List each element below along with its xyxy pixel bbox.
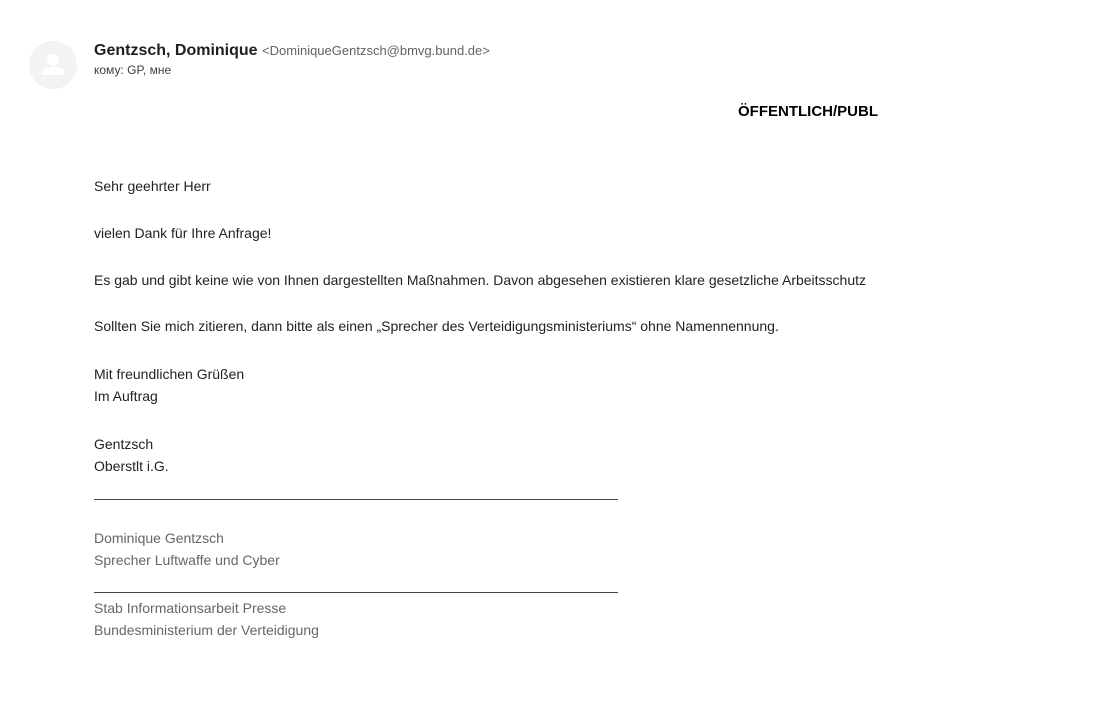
- signature-department: Stab Informationsarbeit Presse: [94, 600, 287, 616]
- sign-rank: Oberstlt i.G.: [94, 458, 169, 474]
- thanks-text: vielen Dank für Ihre Anfrage!: [94, 225, 272, 241]
- closing-on-behalf: Im Auftrag: [94, 388, 158, 404]
- closing-greeting: Mit freundlichen Grüßen: [94, 366, 245, 382]
- signature-divider-bottom: [94, 592, 618, 593]
- sign-block: [94, 433, 169, 477]
- quote-request-text: Sollten Sie mich zitieren, dann bitte als einen „Sprecher des Verteidigungsministeriums“ ohne Namennennung.: [94, 318, 779, 334]
- message-header: [94, 42, 490, 77]
- person-icon: [29, 41, 77, 89]
- classification-label: ÖFFENTLICH/PUBL: [738, 103, 878, 120]
- recipients-dropdown[interactable]: кому: GP, мне: [94, 63, 172, 77]
- signature-organization: [94, 597, 319, 641]
- sign-name: Gentzsch: [94, 436, 154, 452]
- signature-ministry: Bundesministerium der Verteidigung: [94, 622, 319, 638]
- sender-line: [94, 42, 490, 60]
- signature-divider-top: [94, 499, 618, 500]
- signature-role: Sprecher Luftwaffe und Cyber: [94, 552, 280, 568]
- signature-person: [94, 527, 280, 571]
- sender-name[interactable]: Gentzsch, Dominique: [94, 42, 258, 59]
- statement-text: Es gab und gibt keine wie von Ihnen dargestellten Maßnahmen. Davon abgesehen existieren klare gesetzliche Arbeitsschutz: [94, 272, 867, 288]
- sender-email: <DominiqueGentzsch@bmvg.bund.de>: [262, 43, 490, 58]
- greeting-text: Sehr geehrter Herr: [94, 178, 211, 194]
- closing-block: [94, 363, 244, 407]
- signature-full-name: Dominique Gentzsch: [94, 530, 224, 546]
- sender-avatar[interactable]: [29, 41, 77, 89]
